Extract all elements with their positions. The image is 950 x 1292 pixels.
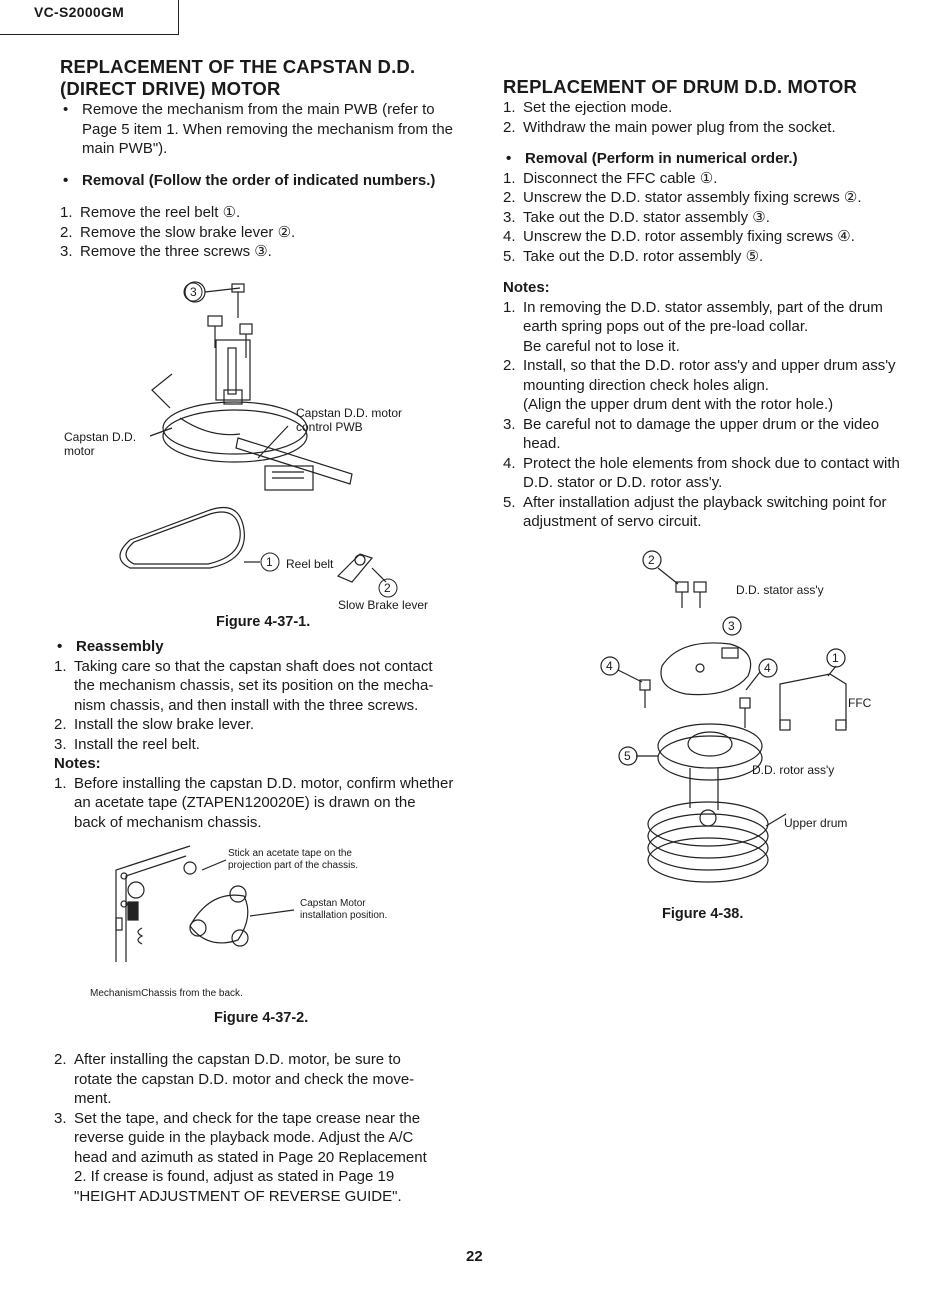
removal-step: Remove the three screws ③. [80, 243, 272, 260]
notes-heading-left: Notes: [54, 755, 101, 772]
intro-bullet: • Remove the mechanism from the main PWB (refer to Page 5 item 1. When removing the mechanism from the main PWB"). [60, 100, 490, 159]
drum-section-title: REPLACEMENT OF DRUM D.D. MOTOR [503, 76, 858, 97]
chassis-back-label: MechanismChassis from the back. [90, 988, 243, 999]
capstan-motor-label: Capstan D.D. motor [64, 430, 137, 458]
page-number: 22 [466, 1248, 483, 1265]
figure-4-37-2-caption: Figure 4-37-2. [214, 1010, 309, 1026]
reel-belt-label: Reel belt [286, 557, 334, 571]
motor-pwb-label: Capstan D.D. motor control PWB [296, 406, 403, 434]
figure-4-38-caption: Figure 4-38. [662, 906, 744, 922]
prep-step: 1. Set the ejection mode. [503, 99, 673, 116]
stator-label: D.D. stator ass'y [736, 583, 824, 597]
rotor-label: D.D. rotor ass'y [752, 763, 835, 777]
removal-steps: 1. Remove the reel belt ①. 2. Remove the slow brake lever ②. 3. Remove the three screws ③. [60, 204, 296, 260]
motor-position-note: Capstan Motor installation position. [300, 898, 388, 921]
notes-heading-right: Notes: [503, 279, 550, 296]
brake-lever-label: Slow Brake lever [338, 598, 429, 612]
model-number: VC-S2000GM [34, 4, 125, 20]
upper-drum-label: Upper drum [784, 816, 848, 830]
reassembly-heading: • Reassembly [54, 637, 490, 657]
removal-step: Remove the reel belt ①. [80, 204, 241, 221]
drum-removal-heading: • Removal (Perform in numerical order.) [503, 149, 923, 169]
capstan-section-title: REPLACEMENT OF THE CAPSTAN D.D. (DIRECT DRIVE) MOTOR [60, 56, 416, 99]
figure-4-37-1-caption: Figure 4-37-1. [216, 614, 311, 630]
right-column: REPLACEMENT OF DRUM D.D. MOTOR 1. Set the ejection mode. 2. Withdraw the main power plug from the socket. • Removal (Perform in numerical order.) 1. Disconnect the FFC cable ①. 2. Unscrew the D.D. stator assembly fixing screws ②. 3. Take out the D.D. stator assembly ③. 4. Unscrew the D.D. rotor assembly fixing screws ④. 5. Take out the D.D. rotor assembly ⑤. Notes: 1. In removing the D.D. stator assembly, part of the drum earth spring pops out of the pre-load collar. Be careful not to lose it. 2. Install, so that the D.D. rotor ass'y and upper drum ass'y mounting direction check holes align. (Align the upper drum dent with the rotor hole.) 3. Be careful not to damage the upper drum or the video head. 4. Protect the hole elements from shock due to contact with D.D. stator or D.D. rotor ass'y. 5. After installation adjust the playback switching point for adjustment of servo circuit. [503, 76, 923, 532]
reassembly-section: • Reassembly 1. Taking care so that the capstan shaft does not contact the mechanism chassis, set its position on the mecha- nism chassis, and then install with the three screws. 2. Install the slow brake lever. 3. Install the reel belt. Notes: 1. Before installing the capstan D.D. motor, confirm whether an acetate tape (ZTAPEN120020E) is drawn on the back of mechanism chassis. [54, 637, 490, 832]
removal-heading: • Removal (Follow the order of indicated numbers.) [60, 171, 490, 191]
left-column [60, 56, 490, 262]
after-install-steps: 2. After installing the capstan D.D. motor, be sure to rotate the capstan D.D. motor and check the move- ment. 3. Set the tape, and check for the tape crease near the reverse guide in the playback mode. Adjust the A/C head and azimuth as stated in Page 20 Replacement 2. If crease is found, adjust as stated in Page 19 "HEIGHT ADJUSTMENT OF REVERSE GUIDE". [54, 1051, 427, 1205]
figure-4-37-1: 3 Capstan D.D. motor control PWB Capstan D.D. motor 1 Reel belt 2 Slow Brake lever Figure 4-37-1. [60, 278, 490, 638]
removal-step: Remove the slow brake lever ②. [80, 223, 296, 241]
figure-4-38: 2 3 4 4 1 5 D.D. stator ass'y FFC D.D. rotor ass'y Upper drum Figure 4-38. [590, 548, 890, 928]
figure-4-37-2 [86, 842, 490, 1032]
prep-step: 2. Withdraw the main power plug from the socket. [503, 118, 836, 136]
stick-tape-note: Stick an acetate tape on the projection part of the chassis. [228, 848, 359, 871]
ffc-label: FFC [848, 696, 872, 710]
drum-motor-illustration [590, 548, 890, 888]
